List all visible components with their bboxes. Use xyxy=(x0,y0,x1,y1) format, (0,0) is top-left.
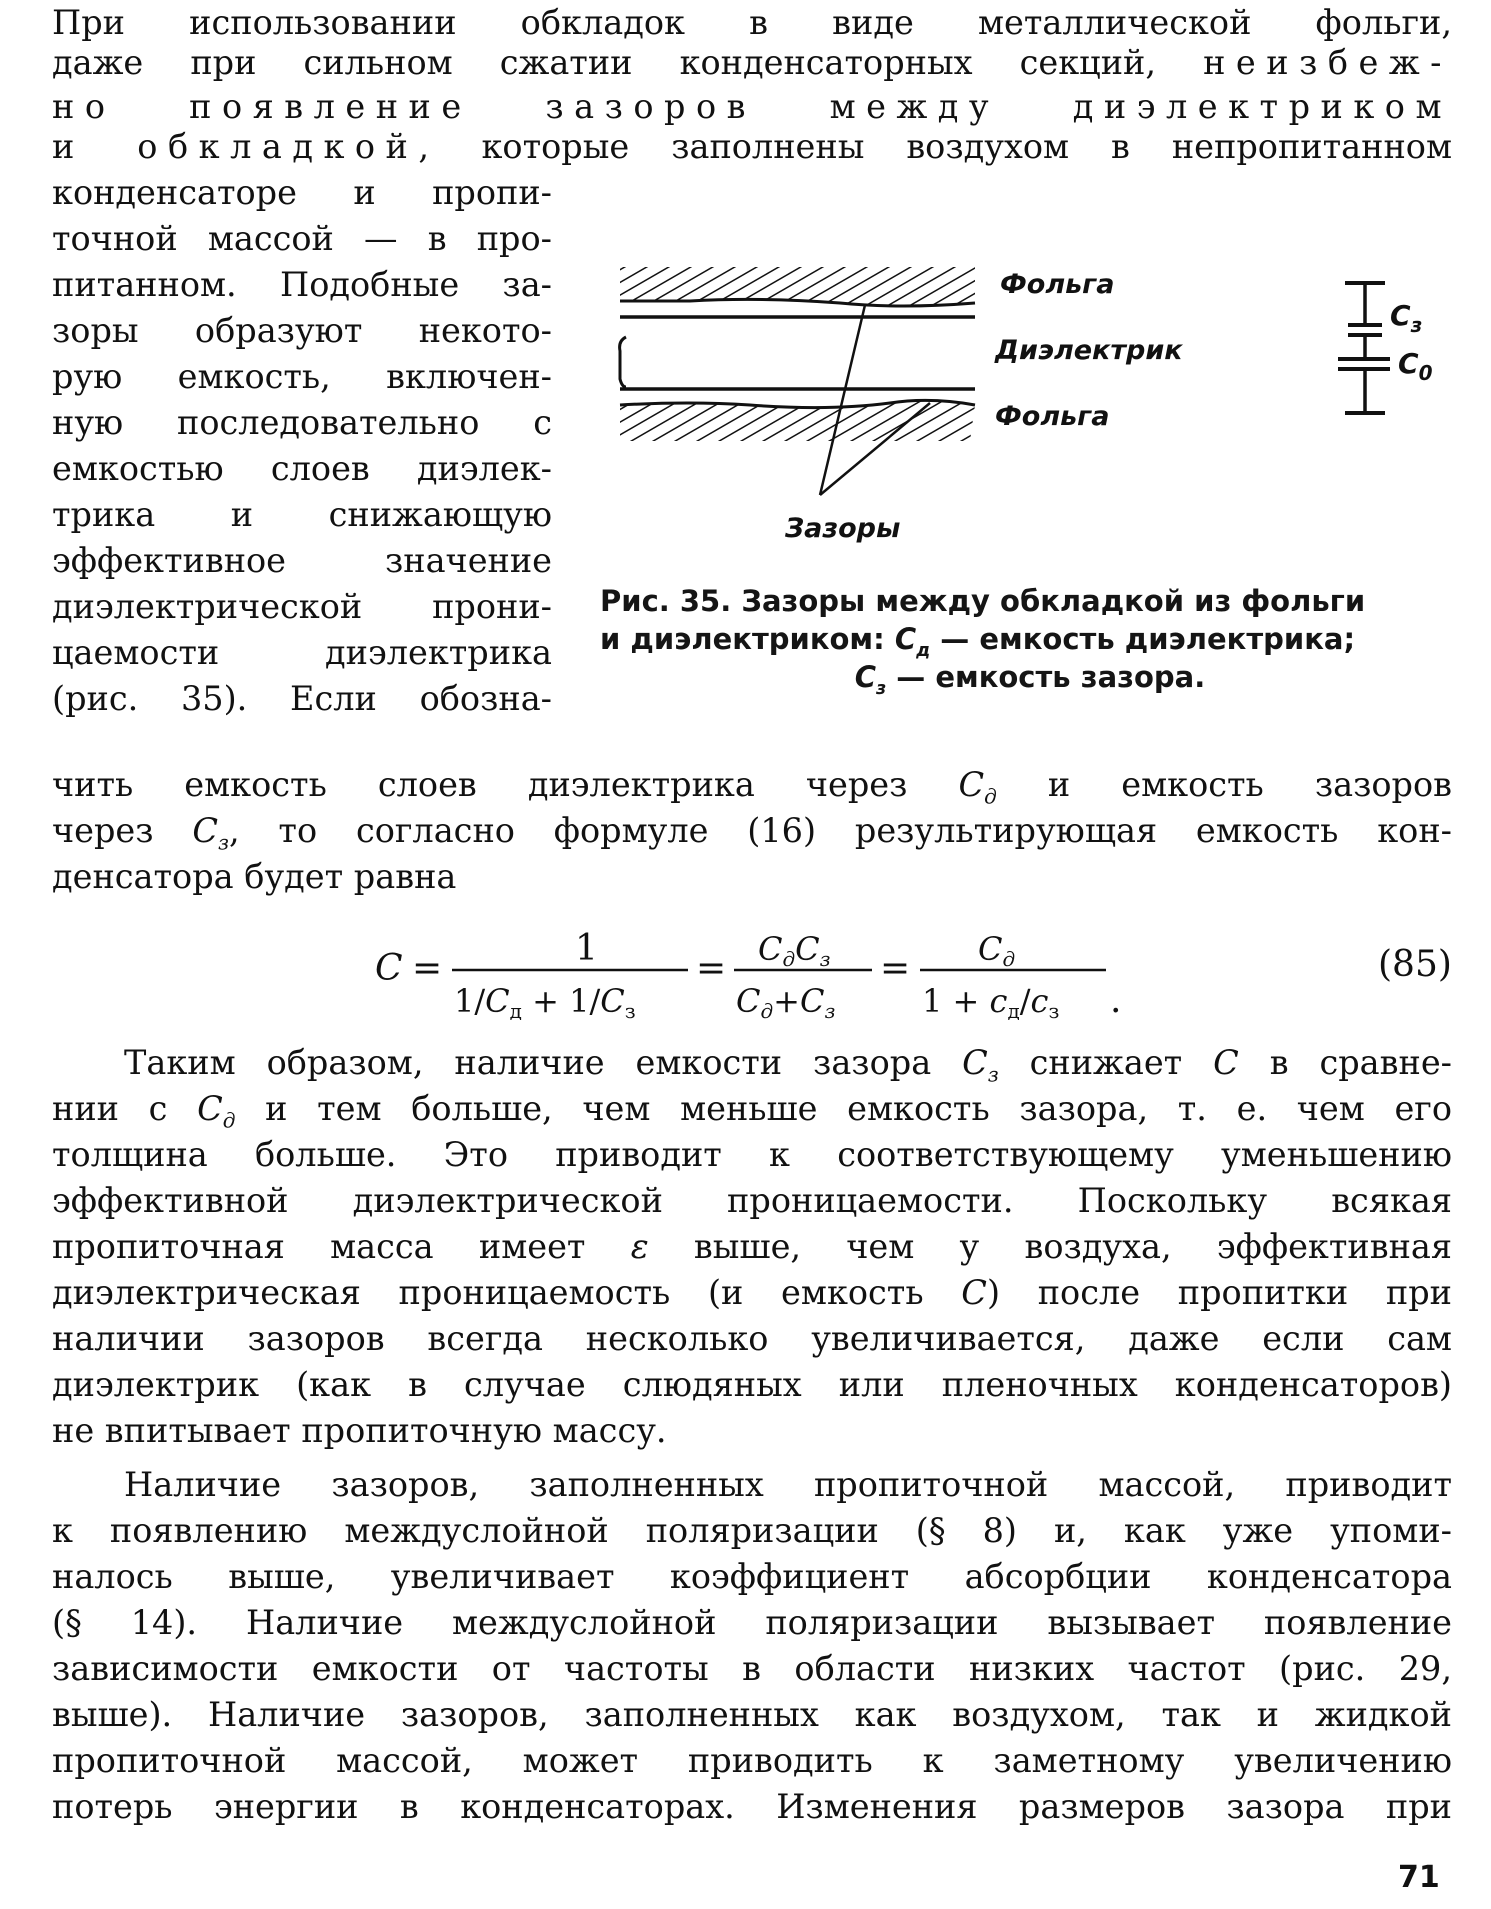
svg-text:=: = xyxy=(880,948,911,989)
svg-text:1/Cд + 1/Cз: 1/Cд + 1/Cз xyxy=(454,982,636,1020)
text-line: пропиточной массой, может приводить к заметному увеличению xyxy=(52,1741,1452,1780)
text-line: При использовании обкладок в виде металлической фольги, xyxy=(52,3,1452,42)
figure-caption-line xyxy=(600,658,1460,708)
label-foil-top: Фольга xyxy=(1000,269,1115,300)
svg-text:.: . xyxy=(1110,980,1122,1020)
svg-text:Cд+Cз: Cд+Cз xyxy=(736,982,836,1020)
column-line: рую емкость, включен- xyxy=(52,357,552,396)
label-gaps: Зазоры xyxy=(785,513,901,544)
label-foil-bottom: Фольга xyxy=(995,401,1110,432)
capacitor-symbol xyxy=(1338,283,1390,413)
caption-text: — емкость зазора. xyxy=(886,660,1206,694)
text-line: диэлектрик (как в случае слюдяных или пленочных конденсаторов) xyxy=(52,1365,1452,1404)
text-line: денсатора будет равна xyxy=(52,857,457,896)
formula-number: (85) xyxy=(1378,944,1452,985)
label-c3: $C_з$ xyxy=(1390,299,1423,337)
caption-text: и диэлектриком: xyxy=(600,622,895,656)
text-line: диэлектрическая проницаемость (и емкость C) после пропитки при xyxy=(52,1273,1452,1312)
caption-symbol: $C_д$ xyxy=(894,622,931,661)
figure-caption-line: Рис. 35. Зазоры между обкладкой из фольги xyxy=(600,584,1366,618)
text-line: пропиточная масса имеет ε выше, чем у воздуха, эффективная xyxy=(52,1227,1453,1266)
text-segment: которые заполнены воздухом в непропитанном xyxy=(439,127,1452,166)
text-line: выше). Наличие зазоров, заполненных как воздухом, так и жидкой xyxy=(52,1695,1452,1734)
column-line: зоры образуют некото- xyxy=(52,311,552,350)
column-line: емкостью слоев диэлек- xyxy=(52,449,552,488)
column-line: конденсаторе и пропи- xyxy=(52,173,552,212)
column-line: ную последовательно с xyxy=(52,403,552,442)
text-line: Наличие зазоров, заполненных пропиточной массой, приводит xyxy=(124,1465,1452,1504)
column-line: (рис. 35). Если обозна- xyxy=(52,679,552,718)
text-line xyxy=(52,40,1452,86)
label-c0: $C_0$ xyxy=(1398,347,1433,385)
column-line: цаемости диэлектрика xyxy=(52,633,552,672)
emphasized-line: но появление зазоров между диэлектриком xyxy=(52,87,1452,126)
text-line: (§ 14). Наличие междуслойной поляризации вызывает появление xyxy=(52,1603,1452,1642)
text-line: эффективной диэлектрической проницаемости. Поскольку всякая xyxy=(52,1181,1452,1220)
text-line: нии с $C_д$ и тем больше, чем меньше емкость зазора, т. е. чем его xyxy=(52,1089,1453,1133)
column-line: диэлектрической прони- xyxy=(52,587,552,626)
text-segment: даже при сильном сжатии конденсаторных секций, xyxy=(52,43,1204,82)
caption-symbol: $C_з$ xyxy=(854,660,887,699)
text-line: наличии зазоров всегда несколько увеличивается, даже если сам xyxy=(52,1319,1452,1358)
column-line: трика и снижающую xyxy=(52,495,552,534)
label-dielectric: Диэлектрик xyxy=(995,335,1183,366)
svg-text:1: 1 xyxy=(575,928,598,969)
column-line: питанном. Подобные за- xyxy=(52,265,552,304)
emphasized-word: неизбеж- xyxy=(1203,43,1452,82)
svg-text:=: = xyxy=(696,948,727,989)
svg-text:=: = xyxy=(412,948,443,989)
caption-text: — емкость диэлектрика; xyxy=(930,622,1356,656)
text-line: толщина больше. Это приводит к соответствующему уменьшению xyxy=(52,1135,1452,1174)
svg-text:C: C xyxy=(375,948,403,989)
column-line: точной массой — в про- xyxy=(52,219,552,258)
figure-35-diagram xyxy=(600,255,1460,565)
text-line: не впитывает пропиточную массу. xyxy=(52,1411,667,1450)
text-line: через $C_з$, то согласно формуле (16) результирующая емкость кон- xyxy=(52,811,1452,855)
formula-85 xyxy=(370,920,1170,1020)
page-number: 71 xyxy=(1398,1860,1440,1895)
text-line: к появлению междуслойной поляризации (§ 8) и, как уже упоми- xyxy=(52,1511,1452,1550)
text-line: чить емкость слоев диэлектрика через $C_д$ и емкость зазоров xyxy=(52,765,1452,809)
svg-text:CдCз: CдCз xyxy=(758,930,831,971)
text-line: потерь энергии в конденсаторах. Изменения размеров зазора при xyxy=(52,1787,1452,1826)
text-line xyxy=(52,124,1452,170)
text-line: налось выше, увеличивает коэффициент абсорбции конденсатора xyxy=(52,1557,1452,1596)
svg-text:Cд: Cд xyxy=(978,930,1016,971)
emphasized-word: и обкладкой, xyxy=(52,127,440,166)
column-line: эффективное значение xyxy=(52,541,552,580)
text-line: Таким образом, наличие емкости зазора $C_з$ снижает C в сравне- xyxy=(124,1043,1452,1087)
text-line: зависимости емкости от частоты в области низких частот (рис. 29, xyxy=(52,1649,1452,1688)
dielectric-left-bracket xyxy=(620,337,626,387)
gap-pointer-upper xyxy=(820,305,865,495)
svg-text:1 + cд/cз: 1 + cд/cз xyxy=(922,982,1060,1020)
